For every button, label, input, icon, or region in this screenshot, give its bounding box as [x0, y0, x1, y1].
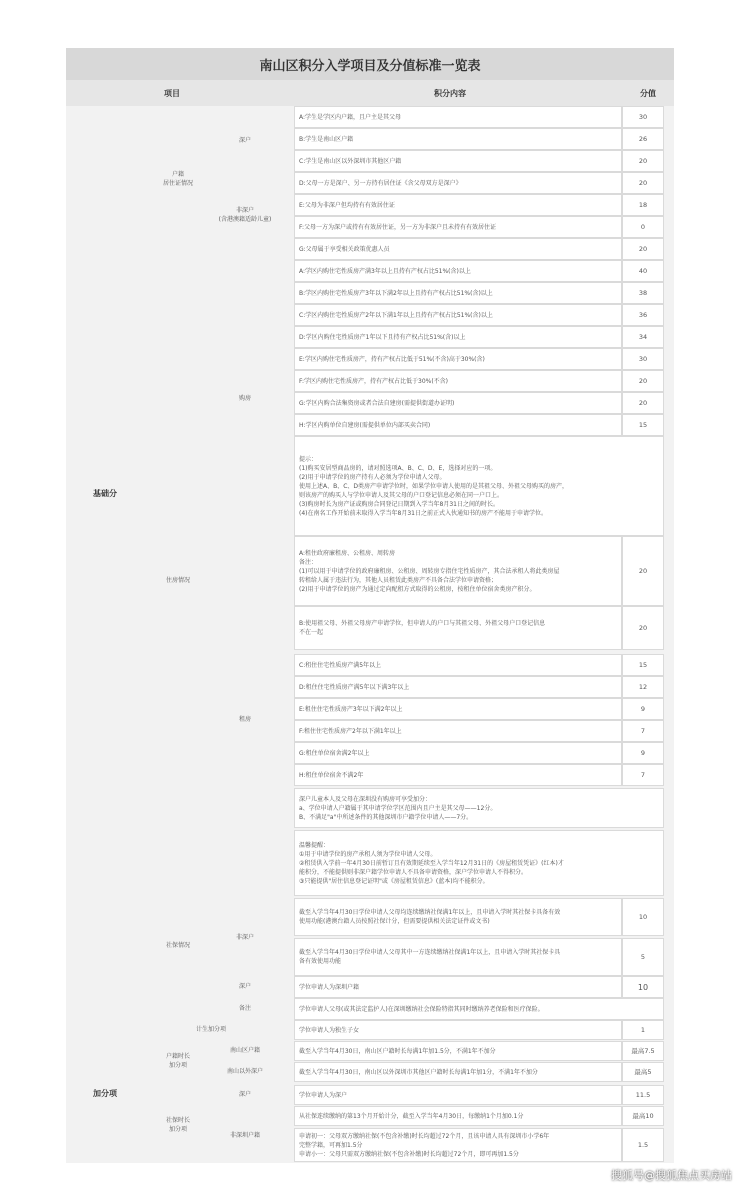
group-sb-shenhu: 深户 — [238, 983, 251, 990]
row-buy-e: E:学区内购住宅性质房产，持有产权占比低于51%(不含)高于30%(含) — [294, 348, 622, 370]
score-sb-1: 10 — [622, 898, 664, 936]
note-buy: 提示： (1)购买安居型商品房的，请对照选项A、B、C、D、E，选择对应的一项。 (2)用于申请学位的房产持有人必须为学位申请人父母。 使用上述A、B、C、D类房产申请学位时，如果学位申请人使用的是其祖父母、外祖父母购买的房产， 则该房产的购买人与学位申请人及其父母的户口登记信息必须在同一户口上。 (3)购房时长为房产证或购房合同登记日期到入学当年8月31日之间的时长。 (4)在南名工作开始前未取得入学当年8月31日之前正式入伙通知书的房产不能用于申请学位。 — [294, 436, 664, 536]
row-sbsc-fei1: 从社保连续缴纳的第13个月开始计分，截至入学当年4月30日，每缴纳1个月加0.1分 — [294, 1106, 622, 1126]
note-shenhu: 深户儿童本人及父母在深圳没有购房可享受加分： a、学位申请人户籍属于其申请学位学区范围内且户主是其父母——12分。 B、不满足"a"中所述条件的其他深圳市户籍学位申请人——7分。 — [294, 788, 664, 828]
row-ns-huji: 截至入学当年4月30日，南山区户籍时长每满1年加1.5分，不满1年不加分 — [294, 1041, 622, 1061]
score-ns-wai: 最高5 — [622, 1062, 664, 1082]
group-shebao: 社保情况 — [165, 942, 190, 949]
row-huji-a: A:学生是学区内户籍，且户主是其父母 — [294, 106, 622, 128]
group-sb-beizhu: 备注 — [238, 1005, 251, 1012]
group-jisheng: 计生加分项 — [195, 1026, 226, 1033]
row-huji-e: E:父母为非深户但均持有有效居住证 — [294, 194, 622, 216]
watermark: 搜狐号@搜狐焦点买房站 — [611, 1169, 732, 1182]
note-rent: 温馨提醒： ①用于申请学位的房产承租人须为学位申请人父母。 ②租赁供入学前一年4月30日前暂订且有效期延续至入学当年12月31日的《房屋租赁凭证》(红本)才 能积分，不能提供则非深户籍学位申请人不具备申请资格，深户学位申请人不得积分。 ③只能提供"居住信息登记证明"或《房屋租赁信息》(蓝本)均不能积分。 — [294, 830, 664, 896]
row-sb-2: 截至入学当年4月30日学位申请人父母其中一方连续缴纳社保满1年以上，且申请入学时其社保卡具 备有效使用功能 — [294, 938, 622, 976]
score-huji-b: 26 — [622, 128, 664, 150]
score-sbsc-fei2: 1.5 — [622, 1128, 664, 1162]
row-huji-g: G:父母属于享受相关政策优惠人员 — [294, 238, 622, 260]
header-content: 积分内容 — [278, 80, 622, 106]
score-huji-e: 18 — [622, 194, 664, 216]
score-rent-e: 9 — [622, 698, 664, 720]
score-rent-b: 20 — [622, 606, 664, 650]
group-zufang: 租房 — [238, 716, 251, 723]
row-sbsc-fei2: 申请初一：父母双方缴纳社保(不包含补缴)时长均超过72个月，且该申请人具有深圳市小学6年 完整学籍，可再加1.5分 申请小一：父母只需双方缴纳社保(不包含补缴)时长均超过72个月，即可再加1.5分 — [294, 1128, 622, 1162]
group-feishenhu: 非深户 (含港澳籍适龄儿童) — [218, 207, 272, 223]
section-base: 基础分 — [93, 489, 117, 498]
row-buy-g: G:学区内购合法集资房或者合法自建房(需提供街道办证明) — [294, 392, 622, 414]
row-buy-f: F:学区内购住宅性质房产，持有产权占比低于30%(不含) — [294, 370, 622, 392]
score-sb-shen: 10 — [622, 976, 664, 998]
row-sb-shen: 学位申请人为深圳户籍 — [294, 976, 622, 998]
score-rent-f: 7 — [622, 720, 664, 742]
row-buy-d: D:学区内购住宅性质房产1年以下且持有产权占比51%(含)以上 — [294, 326, 622, 348]
score-rent-g: 9 — [622, 742, 664, 764]
group-ns-huji: 南山区户籍 — [229, 1047, 260, 1054]
row-rent-b: B:使用祖父母、外祖父母房产申请学位，但申请人的户口与其祖父母、外祖父母户口登记信息 不在一起 — [294, 606, 622, 650]
row-rent-d: D:租住住宅性质房产满5年以下满3年以上 — [294, 676, 622, 698]
row-buy-b: B:学区内购住宅性质房产3年以下满2年以上且持有产权占比51%(含)以上 — [294, 282, 622, 304]
score-ns-huji: 最高7.5 — [622, 1041, 664, 1061]
header-score: 分值 — [622, 80, 674, 106]
score-sb-2: 5 — [622, 938, 664, 976]
table-title: 南山区积分入学项目及分值标准一览表 — [66, 48, 674, 80]
score-jisheng: 1 — [622, 1020, 664, 1040]
row-huji-b: B:学生是南山区户籍 — [294, 128, 622, 150]
header-item: 项目 — [66, 80, 278, 106]
score-rent-c: 15 — [622, 654, 664, 676]
group-sb-feishenhu: 非深户 — [235, 934, 254, 941]
score-buy-c: 36 — [622, 304, 664, 326]
score-huji-g: 20 — [622, 238, 664, 260]
score-sbsc-shen: 11.5 — [622, 1085, 664, 1105]
score-buy-h: 15 — [622, 414, 664, 436]
score-huji-f: 0 — [622, 216, 664, 238]
group-shenhu: 深户 — [238, 137, 251, 144]
row-rent-a: A:租住政府廉租房、公租房、周转房 备注： (1)可以用于申请学位的政府廉租房、公租房、周转房专指住宅性质房产，其合法承租人将此类房屋 转租给人属于违法行为，其他人员租赁此类房产不具备合法学位申请资格； (2)用于申请学位的房产为通过定向配租方式取得的公租房，按租住单位宿舍类房产积分。 — [294, 536, 622, 606]
row-huji-c: C:学生是南山区以外深圳市其他区户籍 — [294, 150, 622, 172]
row-buy-h: H:学区内购单位自建房(需提供单位内部买卖合同) — [294, 414, 622, 436]
group-goufang: 购房 — [238, 395, 251, 402]
score-buy-b: 38 — [622, 282, 664, 304]
group-hjsc: 户籍时长 加分项 — [165, 1053, 190, 1069]
score-huji-c: 20 — [622, 150, 664, 172]
score-rent-d: 12 — [622, 676, 664, 698]
row-rent-e: E:租住住宅性质房产3年以下满2年以上 — [294, 698, 622, 720]
group-huji: 户籍 居住证情况 — [162, 171, 193, 187]
row-sb-note: 学位申请人父母(或其法定监护人)在深圳缴纳社会保险特指其同时缴纳养老保险和医疗保险。 — [294, 998, 664, 1020]
row-sbsc-shen: 学位申请人为深户 — [294, 1085, 622, 1105]
score-table — [66, 48, 674, 1163]
row-huji-d: D:父母一方是深户、另一方持有居住证《含父母双方是深户》 — [294, 172, 622, 194]
score-huji-d: 20 — [622, 172, 664, 194]
row-sb-1: 截至入学当年4月30日学位申请人父母均连续缴纳社保满1年以上，且申请入学时其社保卡具备有效 使用功能(港澳台籍人员按照社保计分，但需要提供相关法定证件或文书) — [294, 898, 622, 936]
score-sbsc-fei1: 最高10 — [622, 1106, 664, 1126]
row-buy-a: A:学区内购住宅性质房产满3年以上且持有产权占比51%(含)以上 — [294, 260, 622, 282]
score-buy-g: 20 — [622, 392, 664, 414]
group-sbsc: 社保时长 加分项 — [165, 1117, 190, 1133]
group-sbsc-fei: 非深圳户籍 — [229, 1132, 260, 1139]
score-huji-a: 30 — [622, 106, 664, 128]
section-bonus: 加分项 — [93, 1089, 117, 1098]
row-buy-c: C:学区内购住宅性质房产2年以下满1年以上且持有产权占比51%(含)以上 — [294, 304, 622, 326]
row-huji-f: F:父母一方为深户或持有有效居住证，另一方为非深户且未持有有效居住证 — [294, 216, 622, 238]
score-buy-e: 30 — [622, 348, 664, 370]
row-ns-wai: 截至入学当年4月30日，南山区以外深圳市其他区户籍时长每满1年加1分，不满1年不加分 — [294, 1062, 622, 1082]
group-zhufang: 住房情况 — [165, 577, 190, 584]
row-rent-c: C:租住住宅性质房产满5年以上 — [294, 654, 622, 676]
score-buy-f: 20 — [622, 370, 664, 392]
score-buy-a: 40 — [622, 260, 664, 282]
row-jisheng: 学位申请人为独生子女 — [294, 1020, 622, 1040]
row-rent-f: F:租住住宅性质房产2年以下满1年以上 — [294, 720, 622, 742]
score-rent-a: 20 — [622, 536, 664, 606]
row-rent-g: G:租住单位宿舍满2年以上 — [294, 742, 622, 764]
score-buy-d: 34 — [622, 326, 664, 348]
score-rent-h: 7 — [622, 764, 664, 786]
group-sbsc-shen: 深户 — [238, 1091, 251, 1098]
row-rent-h: H:租住单位宿舍不满2年 — [294, 764, 622, 786]
group-ns-wai: 南山以外深户 — [226, 1068, 263, 1075]
